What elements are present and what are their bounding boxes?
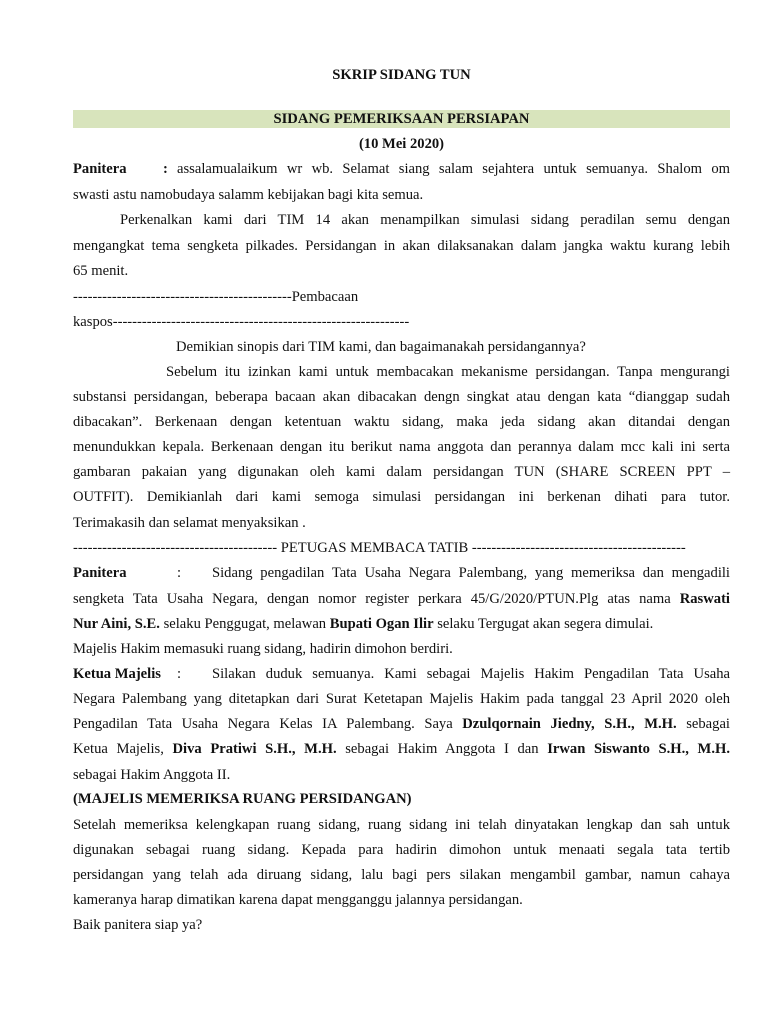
paragraph-line: gambaran pakaian yang digunakan oleh kami dalam persidangan TUN (SHARE SCREEN PPT – — [73, 464, 730, 480]
paragraph-line: menundukkan kepala. Berkenaan dengan itu berikut nama anggota dan perannya dalam mcc kali ini serta — [73, 439, 730, 455]
paragraph-text: Ketua Majelis, — [73, 741, 164, 757]
defendant-name: Bupati Ogan Ilir — [329, 616, 434, 632]
paragraph-line: assalamualaikum wr wb. Selamat siang salam sejahtera untuk semuanya. Shalom om — [177, 161, 730, 177]
paragraph-line: digunakan sebagai ruang sidang. Kepada para hadirin dimohon untuk menaati segala tata tertib — [73, 842, 730, 858]
paragraph-line — [73, 715, 730, 733]
paragraph-line: persidangan yang telah ada diruang sidang, lalu bagi pers silakan mengambil gambar, namun cahaya — [73, 867, 730, 883]
paragraph-line — [73, 615, 730, 633]
speaker-label: Ketua Majelis — [73, 666, 161, 682]
paragraph-line: swasti astu namobudaya salamm kebijakan bagi kita semua. — [73, 187, 424, 203]
paragraph-line: Silakan duduk semuanya. Kami sebagai Majelis Hakim Pengadilan Tata Usaha — [212, 666, 730, 682]
stage-direction-heading: (MAJELIS MEMERIKSA RUANG PERSIDANGAN) — [73, 791, 412, 807]
paragraph-line: 65 menit. — [73, 263, 129, 279]
paragraph-line: dibacakan”. Berkenaan dengan ketentuan waktu sidang, maka jeda sidang akan ditandai dengan — [73, 414, 730, 430]
separator-kaspos: kaspos------------------------------------------------------------- — [73, 314, 410, 330]
paragraph-line — [73, 590, 730, 608]
speaker-colon: : — [177, 565, 182, 581]
paragraph-panitera-tatib — [73, 564, 730, 582]
paragraph-line: OUTFIT). Demikianlah dari kami semoga simulasi persidangan ini berkenan dihati para tutor. — [73, 489, 730, 505]
document-title: SKRIP SIDANG TUN — [332, 67, 471, 83]
chief-judge-name: Dzulqornain Jiedny, S.H., M.H. — [462, 716, 677, 732]
paragraph-line — [73, 740, 730, 758]
paragraph-line: mengangkat tema sengketa pilkades. Persidangan in akan dilaksanakan dalam jangka waktu kurang lebih — [73, 238, 730, 254]
paragraph-line: Perkenalkan kami dari TIM 14 akan menampilkan simulasi sidang peradilan semu dengan — [120, 212, 730, 228]
paragraph-line: substansi persidangan, beberapa bacaan akan dibacakan dengn singkat atau dengan kata “dianggap sudah — [73, 389, 730, 405]
paragraph-line: kameranya harap dimatikan karena dapat mengganggu jalannya persidangan. — [73, 892, 523, 908]
separator-pembacaan: ---------------------------------------------Pembacaan — [73, 289, 359, 305]
paragraph-ketua-majelis — [73, 665, 730, 683]
separator-tatib: ------------------------------------------ PETUGAS MEMBACA TATIB -------------------------------------------- — [73, 540, 686, 556]
paragraph-line: Sebelum itu izinkan kami untuk membacakan mekanisme persidangan. Tanpa mengurangi — [166, 364, 730, 380]
speaker-label: Panitera — [73, 161, 127, 177]
synopsis-question: Demikian sinopis dari TIM kami, dan bagaimanakah persidangannya? — [176, 339, 586, 355]
speaker-colon: : — [163, 161, 168, 177]
plaintiff-name: Nur Aini, S.E. — [73, 616, 160, 632]
paragraph-text: sebagai — [686, 716, 730, 732]
paragraph-panitera-opening — [73, 160, 730, 178]
judge-member-1-name: Diva Pratiwi S.H., M.H. — [172, 741, 337, 757]
paragraph-line: Terimakasih dan selamat menyaksikan . — [73, 515, 306, 531]
section-title: SIDANG PEMERIKSAAN PERSIAPAN — [273, 111, 530, 127]
plaintiff-name: Raswati — [679, 591, 730, 607]
paragraph-text: selaku Penggugat, melawan — [163, 616, 327, 632]
paragraph-line: Setelah memeriksa kelengkapan ruang sidang, ruang sidang ini telah dinyatakan lengkap dan sah untuk — [73, 817, 730, 833]
paragraph-line: Negara Palembang yang ditetapkan dari Surat Ketetapan Majelis Hakim pada tanggal 23 April 2020 oleh — [73, 691, 730, 707]
paragraph-text: sebagai Hakim Anggota I dan — [345, 741, 539, 757]
judge-member-2-name: Irwan Siswanto S.H., M.H. — [547, 741, 730, 757]
paragraph-line: sebagai Hakim Anggota II. — [73, 767, 231, 783]
session-date: (10 Mei 2020) — [358, 136, 445, 152]
speaker-colon: : — [177, 666, 182, 682]
speaker-label: Panitera — [73, 565, 127, 581]
paragraph-text: Pengadilan Tata Usaha Negara Kelas IA Palembang. Saya — [73, 716, 453, 732]
paragraph-text: sengketa Tata Usaha Negara, dengan nomor register perkara 45/G/2020/PTUN.Plg atas nama — [73, 591, 671, 607]
paragraph-line: Baik panitera siap ya? — [73, 917, 203, 933]
paragraph-line: Majelis Hakim memasuki ruang sidang, hadirin dimohon berdiri. — [73, 641, 453, 657]
paragraph-text: selaku Tergugat akan segera dimulai. — [437, 616, 654, 632]
paragraph-line: Sidang pengadilan Tata Usaha Negara Palembang, yang memeriksa dan mengadili — [212, 565, 730, 581]
